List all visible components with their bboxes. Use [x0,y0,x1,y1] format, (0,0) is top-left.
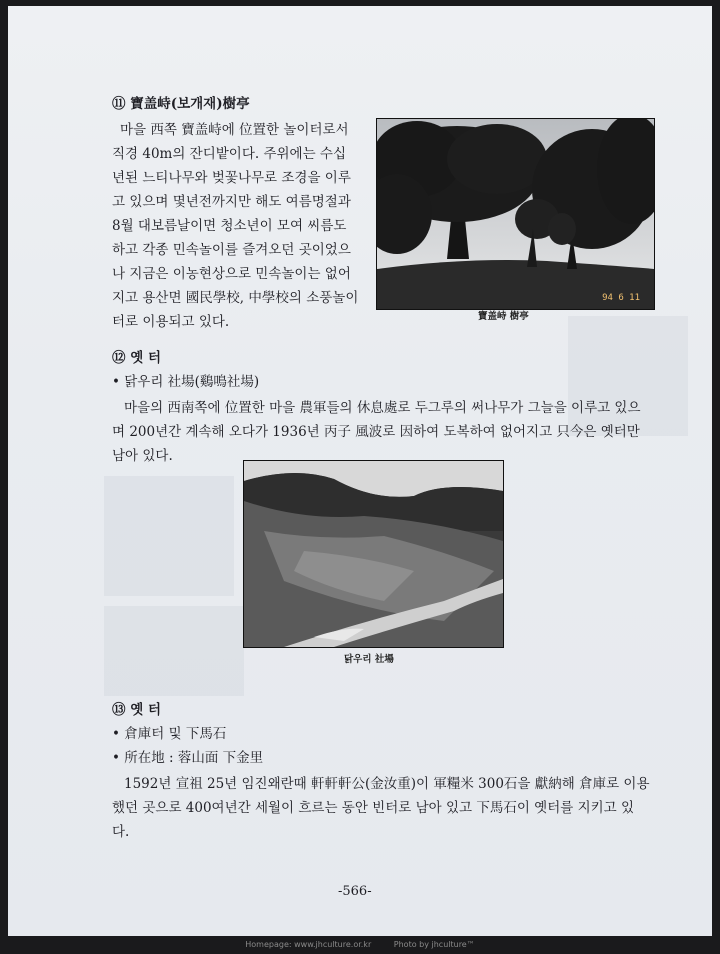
document-page [8,6,712,936]
footer-photo-credit: Photo by jhculture™ [393,940,475,949]
section-11-line: 고 있으며 몇년전까지만 해도 여름명절과 [112,194,351,210]
section-11-line: 나 지금은 이농현상으로 민속놀이는 없어 [112,266,351,282]
section-11-line: 년된 느티나무와 벚꽃나무로 조경을 이루 [112,170,351,186]
photo-date-stamp: 94 6 11 [602,293,640,303]
section-11-line: 터로 이용되고 있다. [112,314,230,330]
section-13-line: 다. [112,824,130,840]
section-11-line: 직경 40m의 잔디밭이다. 주위에는 수십 [112,146,347,162]
page-number: -566- [338,884,372,899]
field-landscape-image [244,461,503,647]
section-13-line: 했던 곳으로 400여년간 세월이 흐르는 동안 빈터로 남아 있고 下馬石이 옛터를 지키고 있 [112,800,635,816]
section-11-line: 하고 각종 민속놀이를 즐겨오던 곳이었으 [112,242,351,258]
section-12-line: 마을의 西南쪽에 位置한 마을 農軍들의 休息處로 두그루의 써나무가 그늘을 이루고 있으 [124,400,641,416]
section-13-line: 1592년 宣祖 25년 임진왜란때 軒軒軒公(金汝重)이 軍糧米 300石을 獻納해 倉庫로 이용 [124,776,650,792]
tree-silhouette-image [377,119,654,309]
tree-pavilion-photo [376,118,655,310]
section-11-heading: ⑪ 寶盖峙(보개재)樹亭 [112,96,250,112]
section-12-heading: ⑫ 옛 터 [112,350,161,366]
bleed-through-shadow [104,606,244,696]
section-11-line: 마을 西쪽 寶盖峙에 位置한 놀이터로서 [120,122,349,138]
section-11-line: 8월 대보름날이면 청소년이 모여 씨름도 [112,218,347,234]
section-13-bullet: • 倉庫터 및 下馬石 [112,726,227,742]
section-13-heading: ⑬ 옛 터 [112,702,161,718]
footer-homepage: Homepage: www.jhculture.or.kr [245,940,372,949]
photo-caption: 寶盖峙 樹亭 [478,311,529,322]
field-site-photo [243,460,504,648]
bleed-through-shadow [104,476,234,596]
section-11-line: 지고 용산면 國民學校, 中學校의 소풍놀이 [112,290,359,306]
footer-watermark [0,936,720,954]
photo-caption: 닭우리 社場 [344,654,394,665]
section-13-bullet: • 所在地 : 蓉山面 下金里 [112,750,264,766]
section-12-line: 남아 있다. [112,448,173,464]
section-12-line: 며 200년간 계속해 오다가 1936년 丙子 風波로 因하여 도복하여 없어지고 只今은 옛터만 [112,424,640,440]
section-12-bullet: • 닭우리 社場(鷄鳴社場) [112,374,260,390]
